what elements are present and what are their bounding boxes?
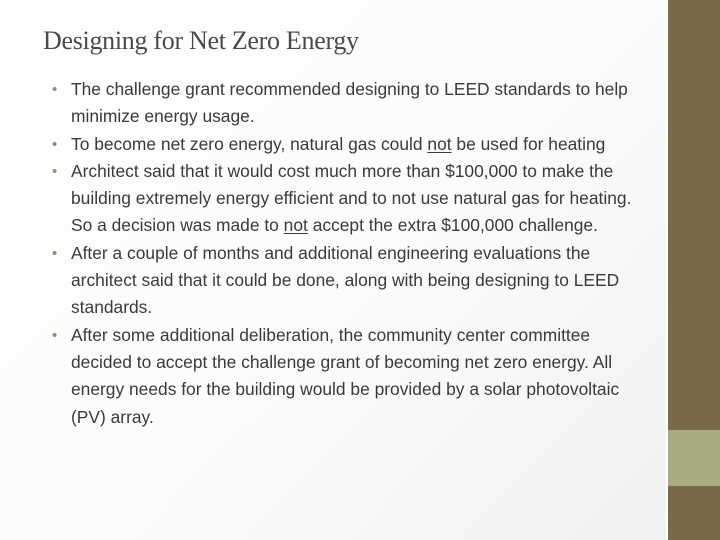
- slide-title: Designing for Net Zero Energy: [43, 26, 359, 55]
- emphasis-underlined-text: not: [427, 133, 452, 154]
- bullet-item: [50, 131, 640, 158]
- bullet-text: After a couple of months and additional engineering evaluations the architect said that it could be done, along with being designing to LEED standards.: [71, 242, 620, 318]
- right-band-dark-bottom: [668, 486, 720, 540]
- bullet-item: [50, 76, 640, 131]
- bullet-item: [50, 240, 640, 322]
- bullet-item: [50, 322, 640, 431]
- right-band-light-accent: [668, 430, 720, 486]
- bullet-text: Architect said that it would cost much more than $100,000 to make the building extremely energy efficient and to not use natural gas for heating. So a decision was made to: [71, 160, 632, 236]
- right-band-dark-top: [668, 0, 720, 430]
- bullet-text: be used for heating: [451, 133, 606, 154]
- bullet-text: The challenge grant recommended designing to LEED standards to help minimize energy usage.: [71, 79, 628, 127]
- bullet-text: accept the extra $100,000 challenge.: [307, 215, 598, 236]
- emphasis-underlined-text: not: [283, 215, 308, 236]
- bullet-item: [50, 158, 640, 240]
- bullet-text: After some additional deliberation, the community center committee decided to accept the challenge grant of becoming net zero energy. All energy needs for the building would be provided by a solar photovoltaic (PV) array.: [71, 324, 620, 427]
- bullet-text: To become net zero energy, natural gas could: [71, 133, 428, 154]
- bullet-list: [50, 76, 640, 431]
